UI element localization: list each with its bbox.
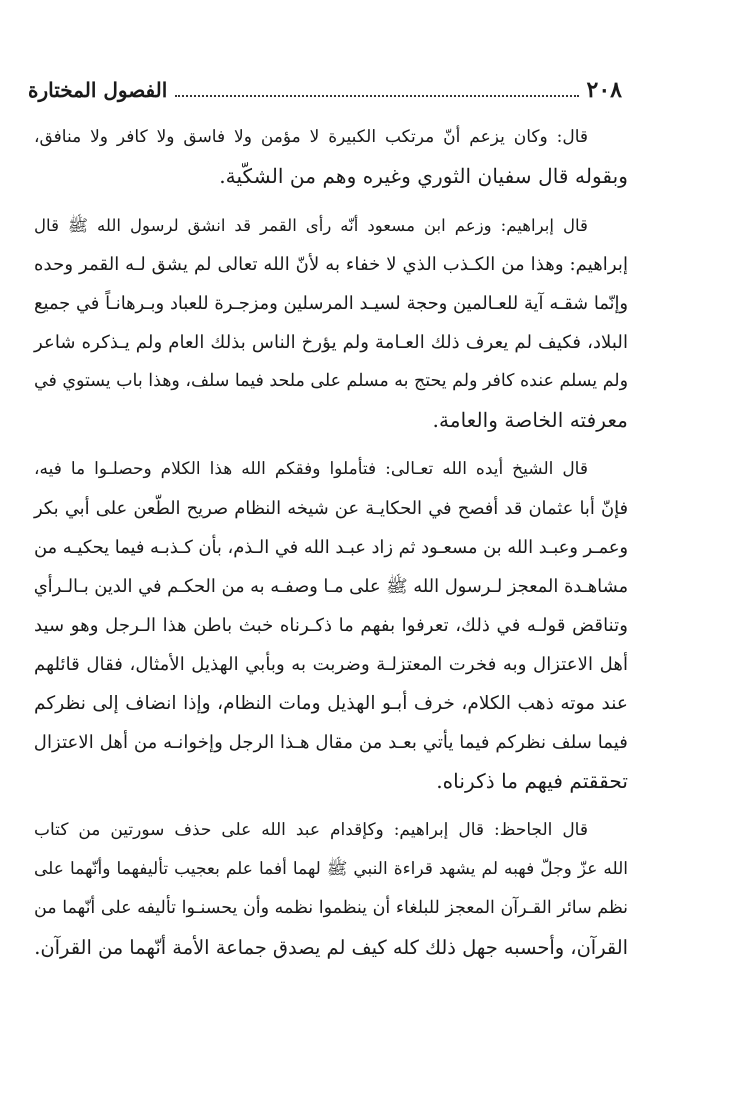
text-line: وتناقض قولـه في ذلك، تعرفوا بفهم ما ذكـرناه خبث باطن هذا الـرجل وهو سيد: [34, 615, 628, 636]
text-line: نظم سائر القـرآن المعجز للبلغاء أن ينظموا نظمه وأن يحسنـوا تأليفه على أنّهما من: [34, 898, 628, 918]
text-line: القرآن، وأحسبه جهل ذلك كله كيف لم يصدق جماعة الأمة أنّهما من القرآن.: [34, 936, 628, 959]
text-line: إبراهيم: وهذا من الكـذب الذي لا خفاء به لأنّ الله تعالى لم يشق لـه القمر وحده: [34, 254, 628, 275]
text-line: عند موته ذهب الكلام، خرف أبـو الهذيل ومات النظام، وإذا انضاف إلى نظركم: [34, 693, 628, 714]
paragraph-3: [34, 450, 628, 801]
page-number: ٢٠٨: [586, 77, 622, 103]
text-line: تحققتم فيهم ما ذكرناه.: [436, 769, 628, 793]
header-dotted-leader: [175, 95, 578, 97]
text-line: الله عزّ وجلّ فهبه لم يشهد قراءة النبي ﷺ لهما أفما علم بعجيب تأليفهما وأنّهما على: [34, 859, 628, 879]
running-title: الفصول المختارة: [28, 78, 168, 102]
text-line: وعمـر وعبـد الله بن مسعـود ثم زاد عبـد الله في الـذم، بأن كـذبـه فيما يحكيـه من: [34, 537, 628, 558]
page-body: [34, 118, 628, 977]
text-line: قال إبراهيم: وزعم ابن مسعود أنّه رأى القمر قد انشق لرسول الله ﷺ قال: [34, 216, 588, 235]
paragraph-1: [34, 118, 628, 196]
text-line: قال: وكان يزعم أنّ مرتكب الكبيرة لا مؤمن ولا فاسق ولا كافر ولا منافق،: [34, 127, 588, 147]
text-line: وبقوله قال سفيان الثوري وغيره وهم من الشكّية.: [219, 164, 628, 188]
text-line: فيما سلف نظركم فيما يأتي بعـد من مقال هـذا الرجل وإخوانـه من أهل الاعتزال: [33, 732, 628, 753]
text-line: البلاد، فكيف لم يعرف ذلك العـامة ولم يؤرخ الناس بذلك العام ولم يـذكره شاعر: [34, 332, 628, 353]
paragraph-2: [34, 206, 628, 440]
text-line: قال الجاحظ: قال إبراهيم: وكإقدام عبد الله على حذف سورتين من كتاب: [34, 820, 588, 840]
text-line: مشاهـدة المعجز لـرسول الله ﷺ على مـا وصفـه به من الحكـم في الدين بـالـرأي: [33, 576, 628, 597]
text-line: قال الشيخ أيده الله تعـالى: فتأملوا وفقكم الله هذا الكلام وحصلـوا ما فيه،: [34, 459, 588, 479]
text-line: معرفته الخاصة والعامة.: [432, 408, 628, 432]
page-header: [28, 72, 622, 108]
text-line: أهل الاعتزال وبه فخرت المعتزلـة وضربت به وبأبي الهذيل الأمثال، فقال قائلهم: [34, 654, 628, 675]
paragraph-4: [34, 811, 628, 967]
text-line: ولم يسلم عنده كافر ولم يحتج به مسلم على ملحد فيما سلف، وهذا باب يستوي في: [34, 371, 628, 391]
text-line: وإنّما شقـه آية للعـالمين وحجة لسيـد المرسلين ومزجـرة للعباد وبـرهانـاً في جميع: [34, 293, 628, 314]
text-line: فإنّ أبا عثمان قد أفصح في الحكايـة عن شيخه النظام صريح الطّعن على أبي بكر: [34, 498, 628, 519]
